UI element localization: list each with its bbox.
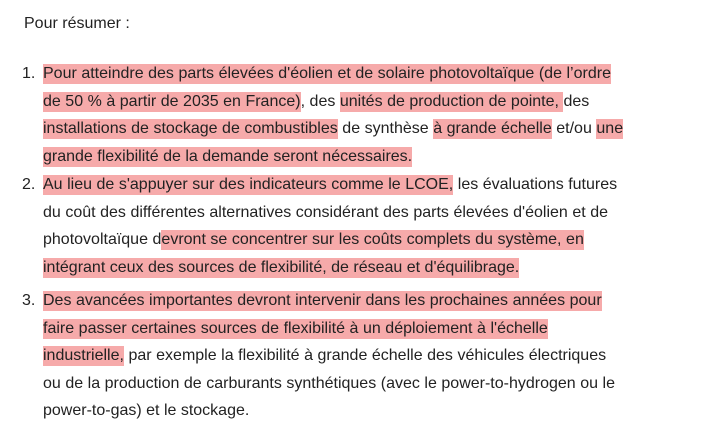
list-item-line [43, 344, 683, 368]
highlighted-text: une [596, 120, 624, 137]
list-item-line [43, 372, 683, 396]
highlighted-text: unités de production de pointe, [339, 92, 564, 110]
list-item-line [43, 289, 683, 313]
list-item-line [43, 256, 683, 280]
text-segment: les évaluations futures [453, 176, 618, 193]
text-segment: , des [300, 92, 340, 110]
highlighted-text: Des avancées importantes devront intervenir dans les prochaines années pour [43, 292, 602, 309]
highlighted-text: à grande échelle [433, 120, 552, 137]
text-segment: par exemple la flexibilité à grande échelle des véhicules électriques [123, 347, 607, 364]
text-segment: de synthèse [337, 120, 434, 137]
text-segment: des [563, 92, 590, 110]
highlighted-text: Au lieu de s'appuyer sur des indicateurs comme le LCOE, [43, 176, 454, 193]
list-number: 1. [22, 65, 36, 82]
highlighted-text: installations de stockage de combustibles [43, 120, 338, 137]
text-segment: power-to-gas) et le stockage. [43, 402, 250, 419]
highlighted-text: de 50 % à partir de 2035 en France) [43, 92, 301, 110]
list-item-line [43, 145, 683, 169]
list-item-line [43, 317, 683, 341]
text-segment: photovoltaïque d [43, 231, 162, 248]
highlighted-text: evront se concentrer sur les coûts complets du système, en [161, 231, 584, 248]
intro-text: Pour résumer : [24, 15, 130, 32]
list-item-line [43, 228, 683, 252]
list-number: 2. [22, 176, 36, 193]
highlighted-text: faire passer certaines sources de flexibilité à un déploiement à l'échelle [43, 319, 548, 337]
list-item-line [43, 117, 683, 141]
list-item-line [43, 62, 683, 86]
list-item-line [43, 399, 683, 423]
list-item-line [43, 201, 683, 225]
text-segment: et/ou [551, 120, 597, 137]
text-segment: ou de la production de carburants synthétiques (avec le power-to-hydrogen ou le [43, 374, 616, 392]
text-segment: du coût des différentes alternatives considérant des parts élevées d'éolien et de [43, 203, 609, 221]
highlighted-text: intégrant ceux des sources de flexibilité, de réseau et d'équilibrage. [43, 258, 520, 276]
highlighted-text: Pour atteindre des parts élevées d'éolien et de solaire photovoltaïque (de l’ordre [43, 65, 611, 82]
highlighted-text: industrielle, [43, 347, 124, 364]
highlighted-text: grande flexibilité de la demande seront nécessaires. [43, 147, 413, 165]
list-item-line [43, 90, 683, 114]
list-item-line [43, 173, 683, 197]
list-number: 3. [22, 292, 36, 309]
